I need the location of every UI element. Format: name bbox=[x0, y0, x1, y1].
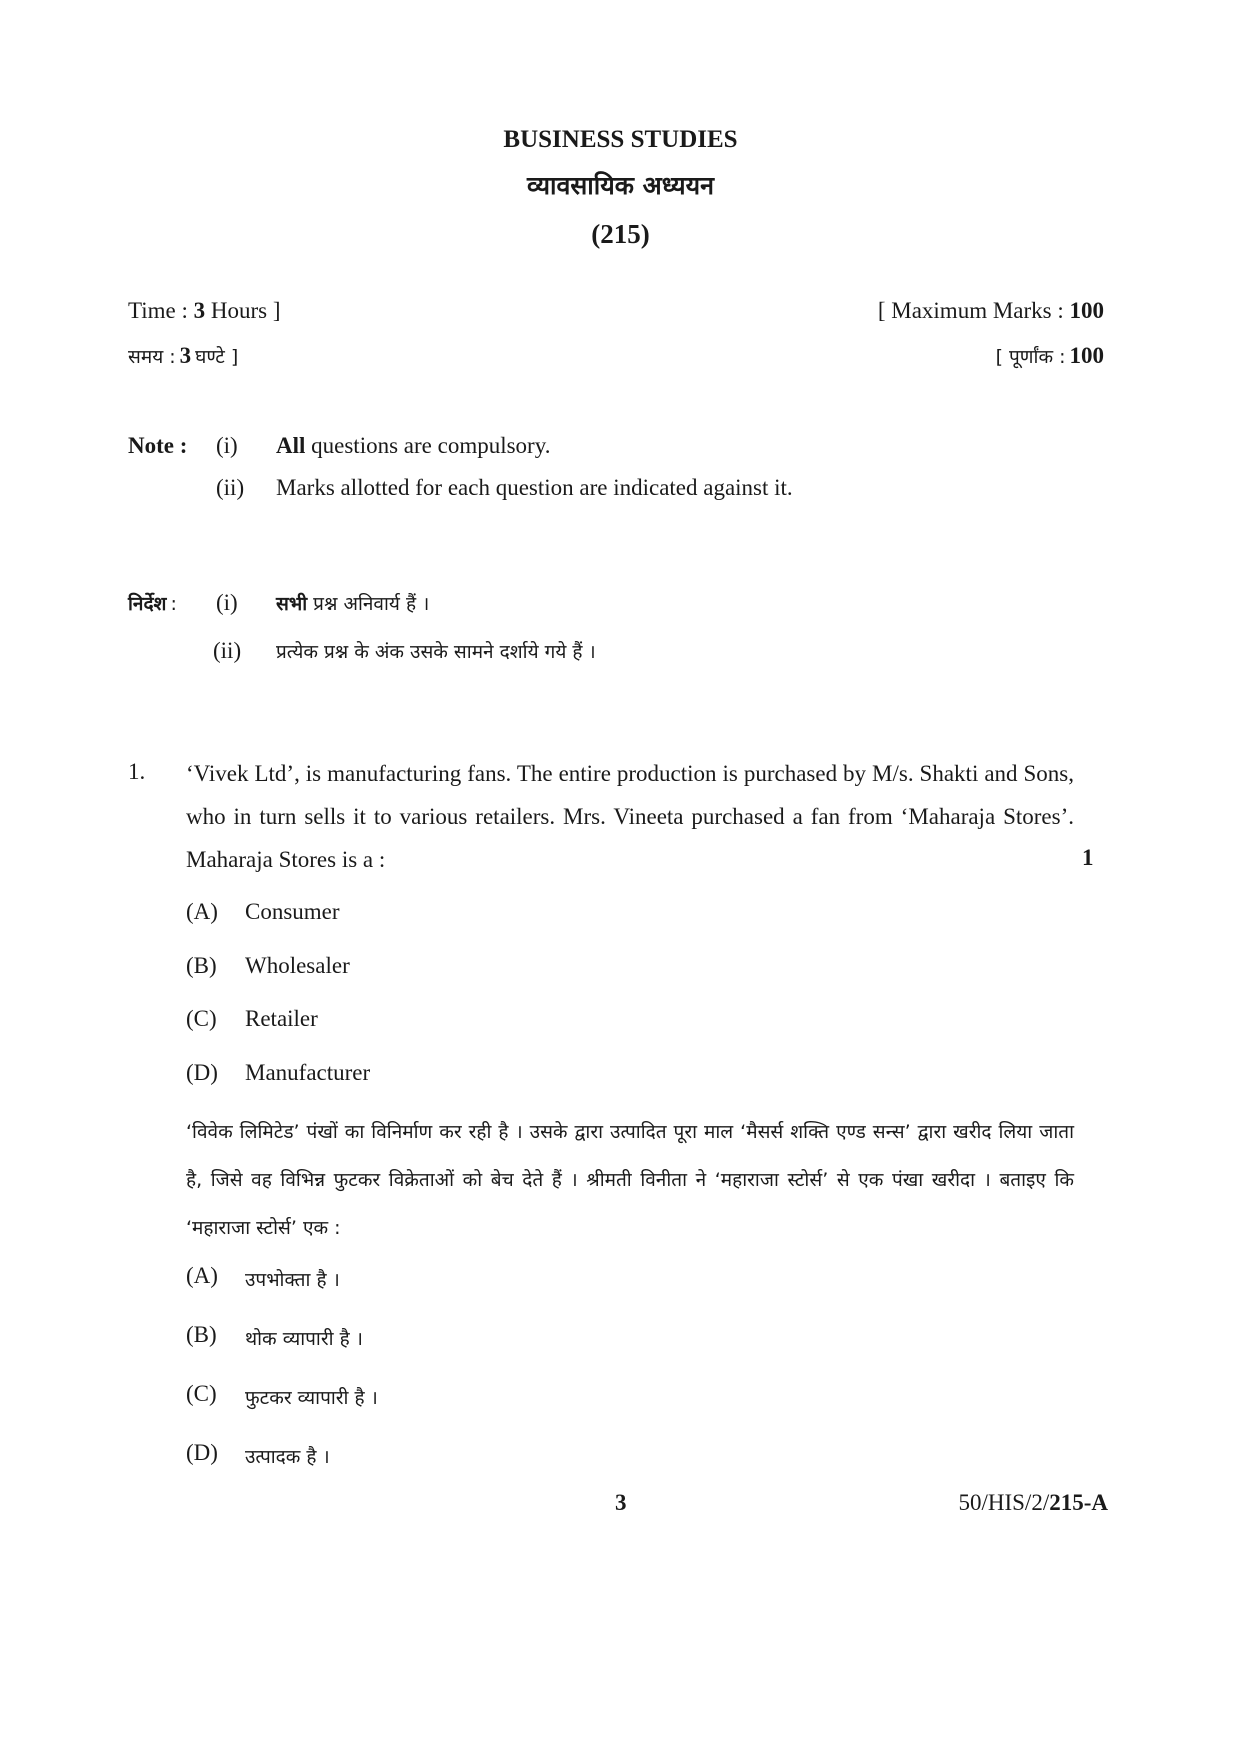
page-number: 3 bbox=[615, 1490, 627, 1515]
page-title-hindi: व्यावसायिक अध्ययन bbox=[526, 171, 715, 200]
note-2-number: (ii) bbox=[216, 475, 245, 500]
option-b-letter: (B) bbox=[186, 953, 217, 978]
question-text-hindi: ‘विवेक लिमिटेड’ पंखों का विनिर्माण कर रही है । उसके द्वारा उत्पादित पूरा माल ‘मैसर्स शक्ति एण्ड सन्स’ द्वारा खरीद लिया जाता है, जिसे वह विभिन्न फुटकर विक्रेताओं को बेच देते हैं । श्रीमती विनीता ने ‘महाराजा स्टोर्स’ से एक पंखा खरीदा । बताइए कि ‘महाराजा स्टोर्स’ एक : bbox=[186, 1121, 1074, 1239]
note-hi-1-text: प्रश्न अनिवार्य हैं । bbox=[307, 593, 430, 615]
note-1-bold: All bbox=[276, 433, 306, 458]
max-marks-value-hindi: 100 bbox=[1069, 343, 1104, 368]
time-info-en bbox=[128, 298, 281, 324]
option-d-text: Manufacturer bbox=[245, 1060, 371, 1085]
option-b-text: Wholesaler bbox=[245, 953, 350, 978]
note-hi-2-number: (ii) bbox=[213, 638, 242, 663]
note-label-hindi-colon: : bbox=[170, 593, 177, 615]
question-number: 1. bbox=[128, 759, 146, 784]
note-label: Note : bbox=[128, 433, 188, 458]
option-c-letter: (C) bbox=[186, 1006, 217, 1031]
option-hi-d-text: उत्पादक है । bbox=[245, 1446, 330, 1468]
max-marks-en bbox=[878, 298, 1104, 324]
option-c-text: Retailer bbox=[245, 1006, 318, 1031]
option-hi-c-text: फुटकर व्यापारी है । bbox=[245, 1387, 378, 1409]
note-hi-1 bbox=[276, 590, 429, 616]
max-marks-hi bbox=[996, 343, 1104, 369]
time-label-hindi: समय : bbox=[128, 346, 176, 368]
question-text-en: ‘Vivek Ltd’, is manufacturing fans. The entire production is purchased by M/s. Shakti and Sons, who in turn sells it to various retailers. Mrs. Vineeta purchased a fan from ‘Maharaja Stores’. Maharaja Stores is a : bbox=[186, 761, 1074, 872]
question-marks: 1 bbox=[1082, 845, 1094, 870]
note-1-text: questions are compulsory. bbox=[305, 433, 551, 458]
option-d-letter: (D) bbox=[186, 1060, 218, 1085]
time-unit-hindi: घण्टे ] bbox=[195, 346, 239, 368]
option-hi-a-text: उपभोक्ता है । bbox=[245, 1269, 340, 1291]
option-a-text: Consumer bbox=[245, 899, 340, 924]
paper-code-bold: 215-A bbox=[1049, 1490, 1108, 1515]
note-label-hindi-text: निर्देश bbox=[128, 593, 167, 615]
note-1 bbox=[276, 433, 550, 459]
option-hi-b-text: थोक व्यापारी है । bbox=[245, 1328, 363, 1350]
option-hi-d-letter: (D) bbox=[186, 1440, 218, 1465]
note-1-number: (i) bbox=[216, 433, 238, 458]
option-hi-c-letter: (C) bbox=[186, 1381, 217, 1406]
note-label-hindi bbox=[128, 590, 177, 616]
paper-code-prefix: 50/HIS/2/ bbox=[958, 1490, 1050, 1515]
max-marks-value: 100 bbox=[1069, 298, 1104, 323]
paper-code bbox=[958, 1490, 1108, 1516]
note-hi-1-number: (i) bbox=[216, 590, 238, 615]
option-a-letter: (A) bbox=[186, 899, 218, 924]
note-hi-1-bold: सभी bbox=[276, 593, 308, 615]
max-marks-label: [ Maximum Marks : bbox=[877, 298, 1064, 323]
option-hi-b-letter: (B) bbox=[186, 1322, 217, 1347]
note-hi-2-text: प्रत्येक प्रश्न के अंक उसके सामने दर्शाये गये हैं । bbox=[276, 641, 596, 663]
time-value-hindi: 3 bbox=[179, 343, 192, 368]
subject-code: (215) bbox=[591, 219, 650, 249]
time-value: 3 bbox=[193, 298, 206, 323]
page-title: BUSINESS STUDIES bbox=[503, 126, 738, 153]
note-2-text: Marks allotted for each question are indicated against it. bbox=[276, 475, 793, 500]
max-marks-label-hindi: [ पूर्णांक : bbox=[995, 346, 1066, 368]
time-info-hi bbox=[128, 343, 238, 369]
time-label: Time : bbox=[128, 298, 188, 323]
time-unit: Hours ] bbox=[210, 298, 281, 323]
option-hi-a-letter: (A) bbox=[186, 1263, 218, 1288]
